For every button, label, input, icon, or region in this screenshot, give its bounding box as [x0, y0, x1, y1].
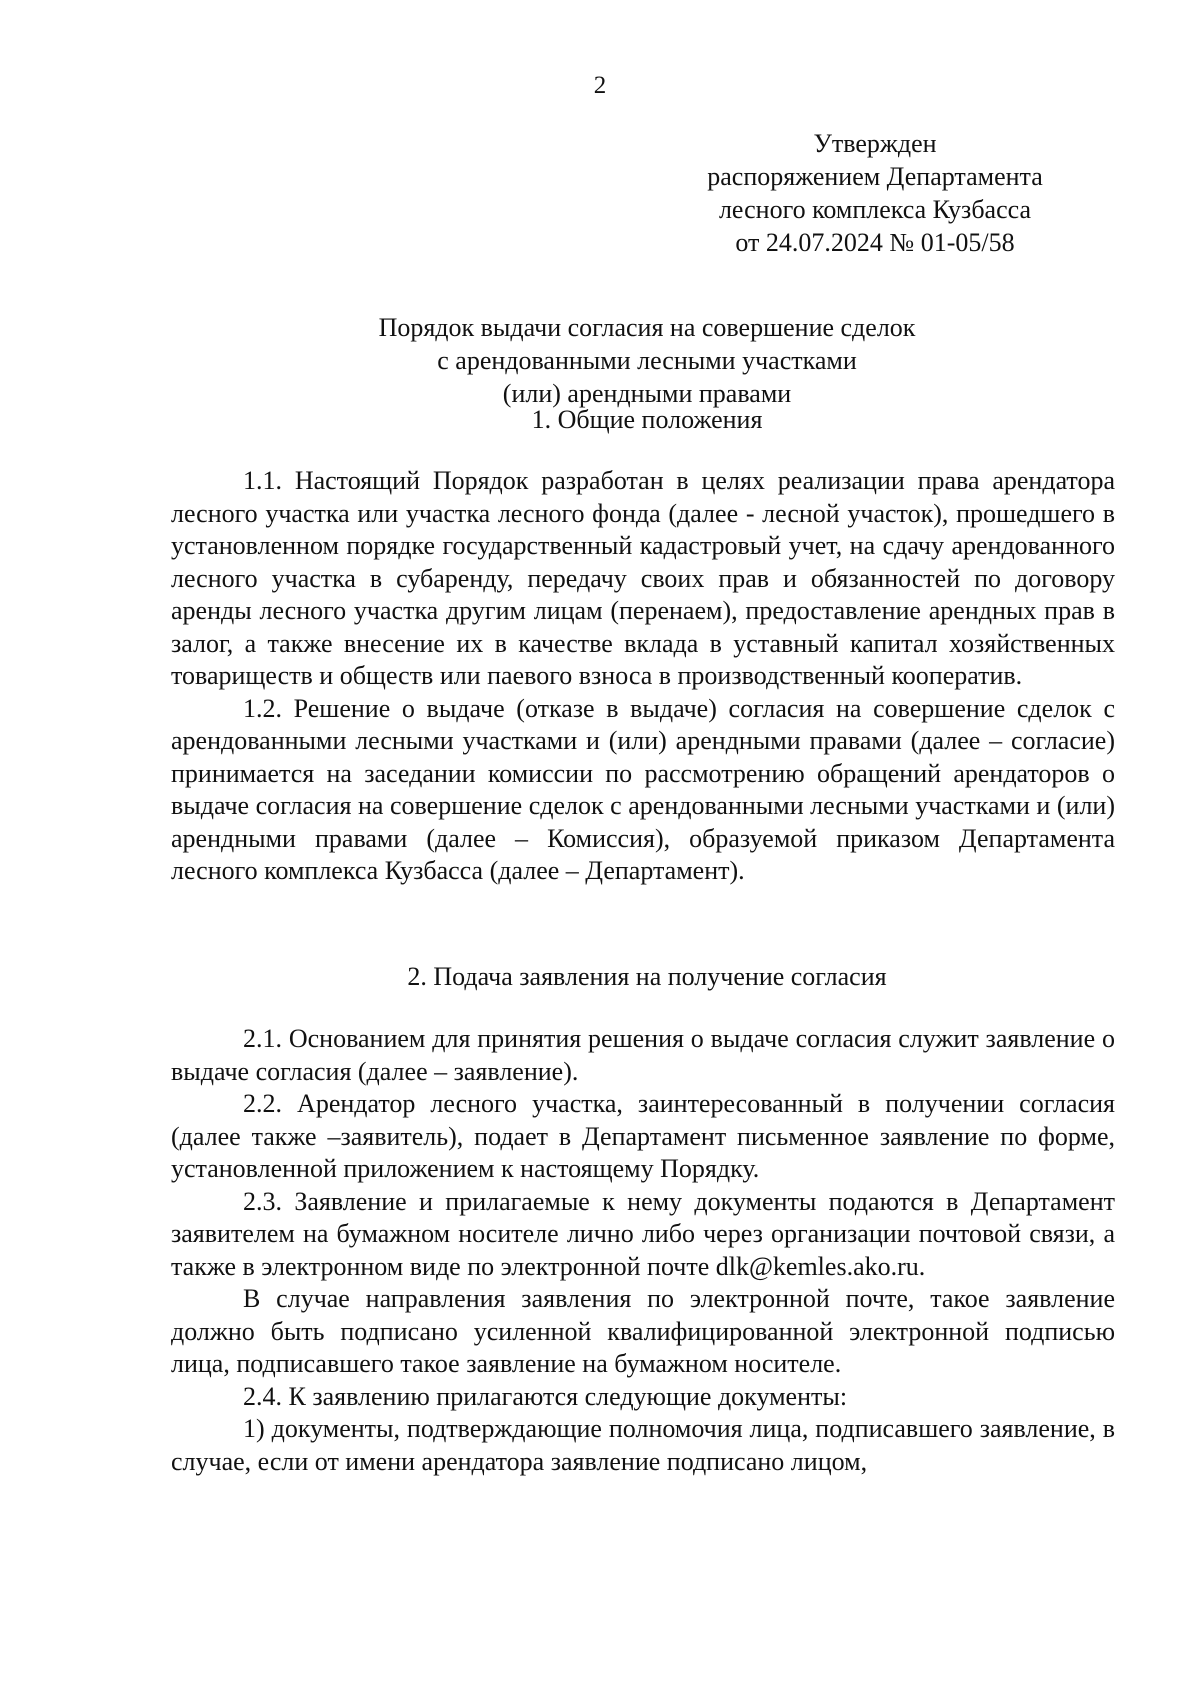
paragraph: В случае направления заявления по электронной почте, такое заявление должно быть подписано усиленной квалифицированной электронной подписью лица, подписавшего такое заявление на бумажном носителе.: [171, 1284, 1115, 1378]
paragraph: 2.1. Основанием для принятия решения о выдаче согласия служит заявление о выдаче согласия (далее – заявление).: [171, 1024, 1115, 1086]
section-heading-general: 1. Общие положения: [531, 405, 763, 434]
approval-line: лесного комплекса Кузбасса: [718, 195, 1032, 224]
title-line: (или) арендными правами: [502, 379, 792, 408]
title-line: с арендованными лесными участками: [437, 346, 857, 375]
section-application-body: [171, 1023, 1115, 1478]
section-general-body: [171, 465, 1115, 888]
document-title: [160, 311, 1134, 410]
approval-line: распоряжением Департамента: [707, 162, 1043, 191]
paragraph: 1.1. Настоящий Порядок разработан в целях реализации права арендатора лесного участка или участка лесного фонда (далее - лесной участок), прошедшего в установленном порядке государственный кадастровый учет, на сдачу арендованного лесного участка в субаренду, передачу своих прав и обязанностей по договору аренды лесного участка другим лицам (перенаем), предоставление арендных прав в залог, а также внесение их в качестве вклада в уставный капитал хозяйственных товариществ и обществ или паевого взноса в производственный кооператив.: [171, 466, 1115, 690]
title-line: Порядок выдачи согласия на совершение сделок: [378, 313, 916, 342]
paragraph: 1.2. Решение о выдаче (отказе в выдаче) согласия на совершение сделок с арендованными лесными участками и (или) арендными правами (далее – согласие) принимается на заседании комиссии по рассмотрению обращений арендаторов о выдаче согласия на совершение сделок с арендованными лесными участками и (или) арендными правами (далее – Комиссия), образуемой приказом Департамента лесного комплекса Кузбасса (далее – Департамент).: [171, 693, 1115, 885]
paragraph: 2.4. К заявлению прилагаются следующие документы:: [243, 1381, 848, 1411]
approval-stamp-block: [665, 127, 1085, 259]
paragraph: 2.3. Заявление и прилагаемые к нему документы подаются в Департамент заявителем на бумажном носителе лично либо через организации почтовой связи, а также в электронном виде по электронной почте dlk@kemles.ako.ru.: [171, 1186, 1115, 1281]
approval-line: Утвержден: [813, 129, 937, 158]
page-number: 2: [593, 72, 607, 99]
section-heading-application: 2. Подача заявления на получение согласия: [407, 962, 887, 991]
approval-line: от 24.07.2024 № 01-05/58: [735, 228, 1015, 257]
paragraph: 2.2. Арендатор лесного участка, заинтересованный в получении согласия (далее также –заявитель), подает в Департамент письменное заявление по форме, установленной приложением к настоящему Порядку.: [171, 1089, 1115, 1183]
paragraph: 1) документы, подтверждающие полномочия лица, подписавшего заявление, в случае, если от имени арендатора заявление подписано лицом,: [171, 1414, 1115, 1476]
